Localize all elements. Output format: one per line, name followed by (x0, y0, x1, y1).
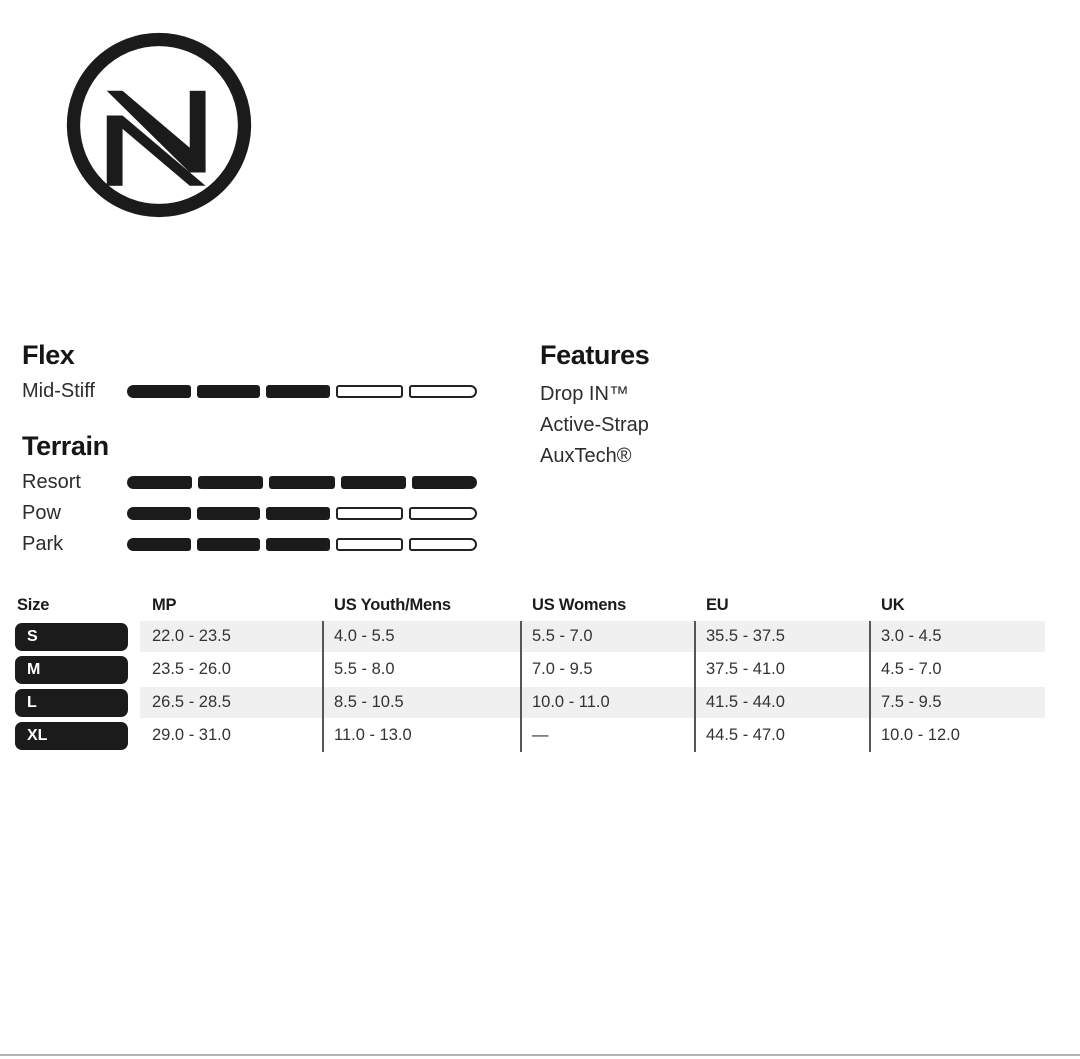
feature-item: AuxTech® (540, 445, 632, 467)
cell-us-womens: 7.0 - 9.5 (532, 660, 593, 678)
size-badge: L (15, 689, 128, 717)
cell-mp: 29.0 - 31.0 (152, 726, 231, 744)
terrain-row-pow (22, 498, 478, 528)
feature-item: Active-Strap (540, 414, 649, 436)
cell-us-womens: — (532, 726, 549, 744)
cell-uk: 4.5 - 7.0 (881, 660, 942, 678)
cell-eu: 41.5 - 44.0 (694, 687, 869, 718)
rating-segment-filled (266, 538, 330, 551)
rating-segment-filled (127, 538, 191, 551)
cell-eu: 35.5 - 37.5 (694, 621, 869, 652)
rating-segment-filled (198, 476, 263, 489)
cell-uk: 7.5 - 9.5 (869, 687, 1045, 718)
cell-mp: 22.0 - 23.5 (140, 621, 322, 652)
features-section-title: Features (540, 340, 650, 370)
header-cell-size: Size (17, 596, 50, 614)
terrain-row-park (22, 529, 478, 559)
rating-segment-empty (409, 385, 477, 398)
rating-segment-empty (409, 507, 477, 520)
rating-segment-filled (412, 476, 477, 489)
flex-rating-label: Mid-Stiff (22, 380, 95, 402)
cell-us-youth-mens: 4.0 - 5.5 (322, 621, 520, 652)
terrain-label: Pow (22, 502, 61, 524)
rating-segment-filled (266, 507, 330, 520)
rating-segment-filled (269, 476, 334, 489)
header-cell-eu: EU (706, 596, 729, 614)
header-cell-uk: UK (881, 596, 905, 614)
terrain-rating-bar (127, 476, 477, 489)
cell-us-womens: 10.0 - 11.0 (520, 687, 694, 718)
size-badge: XL (15, 722, 128, 750)
terrain-label: Park (22, 533, 64, 555)
size-chart-table (15, 590, 1045, 753)
header-cell-mp: MP (152, 596, 177, 614)
cell-mp: 23.5 - 26.0 (152, 660, 231, 678)
rating-segment-filled (341, 476, 406, 489)
cell-uk: 10.0 - 12.0 (881, 726, 960, 744)
cell-uk: 3.0 - 4.5 (869, 621, 1045, 652)
cell-us-youth-mens: 11.0 - 13.0 (334, 726, 412, 744)
flex-rating-bar (127, 385, 477, 398)
cell-us-womens: 5.5 - 7.0 (520, 621, 694, 652)
rating-segment-filled (127, 507, 191, 520)
table-row-xl (15, 720, 1045, 751)
size-badge: S (15, 623, 128, 651)
table-row-l (15, 687, 1045, 718)
cell-us-youth-mens: 5.5 - 8.0 (334, 660, 395, 678)
size-table-header (15, 590, 1045, 621)
bottom-divider-rule (0, 1054, 1080, 1056)
table-row-m (15, 654, 1045, 685)
table-row-s (15, 621, 1045, 652)
header-cell-us-womens: US Womens (532, 596, 627, 614)
header-cell-us-youth-mens: US Youth/Mens (334, 596, 451, 614)
terrain-row-resort (22, 467, 478, 497)
flex-section-title: Flex (22, 340, 75, 370)
terrain-section-title: Terrain (22, 431, 109, 461)
rating-segment-empty (336, 538, 404, 551)
rating-segment-empty (409, 538, 477, 551)
rating-segment-filled (197, 538, 261, 551)
cell-mp: 26.5 - 28.5 (140, 687, 322, 718)
rating-segment-filled (197, 385, 261, 398)
rating-segment-filled (197, 507, 261, 520)
rating-segment-empty (336, 385, 404, 398)
rating-segment-filled (266, 385, 330, 398)
terrain-rating-bar (127, 538, 477, 551)
flex-rating-row (22, 376, 478, 406)
rating-segment-filled (127, 476, 192, 489)
cell-eu: 37.5 - 41.0 (706, 660, 785, 678)
rating-segment-filled (127, 385, 191, 398)
rating-segment-empty (336, 507, 404, 520)
brand-logo (64, 30, 254, 220)
feature-item: Drop IN™ (540, 383, 629, 405)
n-circle-logo-icon (64, 30, 254, 220)
features-list (540, 379, 649, 472)
cell-us-youth-mens: 8.5 - 10.5 (322, 687, 520, 718)
cell-eu: 44.5 - 47.0 (706, 726, 785, 744)
terrain-rating-bar (127, 507, 477, 520)
size-badge: M (15, 656, 128, 684)
terrain-label: Resort (22, 471, 81, 493)
